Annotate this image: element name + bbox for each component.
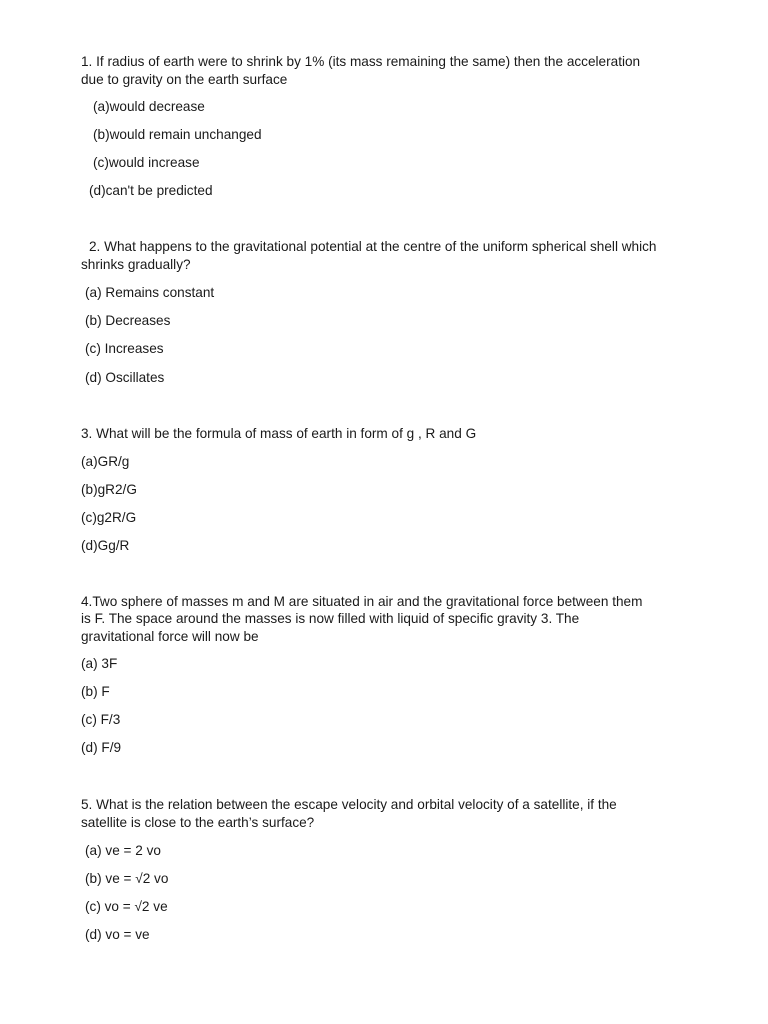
question-2-stem-line-2: shrinks gradually? bbox=[81, 257, 191, 272]
question-5-option-a: (a) ve = 2 vo bbox=[85, 843, 161, 858]
question-2-option-d: (d) Oscillates bbox=[85, 370, 165, 385]
question-4-stem-line-2: is F. The space around the masses is now filled with liquid of specific gravity 3. The bbox=[81, 611, 580, 626]
question-5-option-d: (d) vo = ve bbox=[85, 927, 150, 942]
question-4-option-d: (d) F/9 bbox=[81, 740, 122, 755]
question-2-option-a: (a) Remains constant bbox=[85, 285, 215, 300]
question-1-option-c: (c)would increase bbox=[93, 155, 200, 170]
question-3-option-d: (d)Gg/R bbox=[81, 538, 130, 553]
question-3-option-b: (b)gR2/G bbox=[81, 482, 137, 497]
question-1-option-a: (a)would decrease bbox=[93, 99, 205, 114]
question-1-option-b: (b)would remain unchanged bbox=[93, 127, 262, 142]
question-4-option-a: (a) 3F bbox=[81, 656, 118, 671]
question-2-stem-line-1: 2. What happens to the gravitational potential at the centre of the uniform spherical shell which bbox=[89, 239, 657, 254]
question-1-stem-line-2: due to gravity on the earth surface bbox=[81, 72, 288, 87]
question-4-option-b: (b) F bbox=[81, 684, 110, 699]
question-5-option-b: (b) ve = √2 vo bbox=[85, 871, 169, 886]
question-1-option-d: (d)can't be predicted bbox=[89, 183, 213, 198]
question-4-stem-line-1: 4.Two sphere of masses m and M are situated in air and the gravitational force between them bbox=[81, 594, 643, 609]
question-4-option-c: (c) F/3 bbox=[81, 712, 121, 727]
question-5-stem-line-2: satellite is close to the earth’s surface? bbox=[81, 815, 315, 830]
question-1-stem-line-1: 1. If radius of earth were to shrink by 1% (its mass remaining the same) then the acceleration bbox=[81, 54, 641, 69]
question-4-stem-line-3: gravitational force will now be bbox=[81, 629, 259, 644]
question-3-option-a: (a)GR/g bbox=[81, 454, 130, 469]
question-5-stem-line-1: 5. What is the relation between the escape velocity and orbital velocity of a satellite, if the bbox=[81, 797, 617, 812]
question-2-option-b: (b) Decreases bbox=[85, 313, 171, 328]
question-3-option-c: (c)g2R/G bbox=[81, 510, 137, 525]
question-2-option-c: (c) Increases bbox=[85, 341, 164, 356]
question-5-option-c: (c) vo = √2 ve bbox=[85, 899, 168, 914]
question-3-stem-line-1: 3. What will be the formula of mass of earth in form of g , R and G bbox=[81, 426, 477, 441]
